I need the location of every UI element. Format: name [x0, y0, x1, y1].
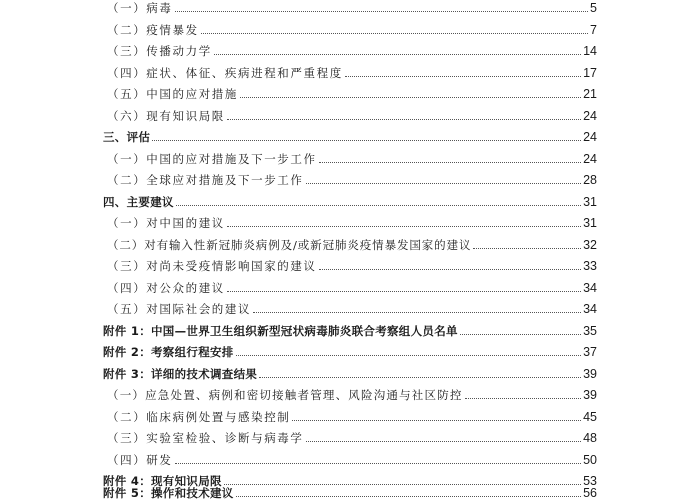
toc-page-number: 33 — [583, 259, 597, 273]
toc-page-number: 39 — [583, 366, 597, 381]
toc-page-number: 7 — [590, 22, 597, 37]
toc-entry-title: （一）对中国的建议 — [107, 216, 225, 230]
dot-leader — [306, 441, 582, 442]
dot-leader — [224, 484, 581, 485]
toc-page-number: 21 — [583, 87, 597, 101]
toc-entry[interactable] — [103, 320, 597, 338]
toc-page-number: 37 — [583, 345, 597, 359]
dot-leader — [175, 11, 589, 12]
toc-entry-title: （二）对有输入性新冠肺炎病例及/或新冠肺炎疫情暴发国家的建议 — [107, 237, 472, 252]
dot-leader — [227, 119, 581, 120]
toc-entry[interactable] — [103, 298, 597, 316]
toc-entry[interactable] — [103, 486, 597, 500]
toc-page-number: 32 — [583, 237, 597, 252]
dot-leader — [292, 420, 581, 421]
toc-page-number: 48 — [583, 431, 597, 445]
dot-leader — [345, 76, 581, 77]
toc-entry-title: 附件 5：操作和技术建议 — [103, 486, 234, 500]
dot-leader — [259, 377, 581, 378]
toc-entry[interactable] — [103, 126, 597, 144]
toc-entry[interactable] — [103, 277, 597, 295]
toc-page-number: 24 — [583, 108, 597, 123]
toc-page-number: 56 — [583, 486, 597, 500]
toc-entry[interactable] — [103, 234, 597, 252]
dot-leader — [201, 33, 588, 34]
toc-entry-title: （四）症状、体征、疾病进程和严重程度 — [107, 65, 343, 80]
toc-entry-title: （二）全球应对措施及下一步工作 — [107, 173, 304, 187]
dot-leader — [319, 162, 581, 163]
toc-entry[interactable] — [103, 62, 597, 80]
dot-leader — [214, 54, 581, 55]
toc-page-number: 24 — [583, 151, 597, 166]
toc-page-number: 45 — [583, 409, 597, 424]
toc-page-number: 28 — [583, 173, 597, 187]
toc-entry[interactable] — [103, 384, 597, 402]
toc-entry-title: （一）病毒 — [107, 1, 173, 15]
toc-page-number: 24 — [583, 130, 597, 144]
dot-leader — [236, 496, 581, 497]
dot-leader — [227, 291, 581, 292]
toc-page-number: 35 — [583, 323, 597, 338]
toc-page-number: 17 — [583, 65, 597, 80]
toc-entry[interactable] — [103, 191, 597, 209]
toc-entry[interactable] — [103, 0, 597, 15]
toc-page-number: 34 — [583, 302, 597, 316]
toc-entry-title: 附件 2：考察组行程安排 — [103, 345, 234, 359]
dot-leader — [319, 269, 581, 270]
toc-page-number: 53 — [583, 474, 597, 488]
dot-leader — [240, 97, 581, 98]
toc-entry-title: 附件 1：中国—世界卫生组织新型冠状病毒肺炎联合考察组人员名单 — [103, 323, 458, 338]
dot-leader — [465, 398, 581, 399]
dot-leader — [152, 140, 581, 141]
toc-entry-title: （三）实验室检验、诊断与病毒学 — [107, 431, 304, 445]
toc-entry-title: （四）对公众的建议 — [107, 280, 225, 295]
dot-leader — [306, 183, 582, 184]
toc-entry[interactable] — [103, 169, 597, 187]
toc-entry-title: 三、评估 — [103, 130, 151, 144]
toc-page-number: 31 — [583, 194, 597, 209]
toc-entry-title: （五）中国的应对措施 — [107, 87, 238, 101]
dot-leader — [227, 226, 581, 227]
toc-entry-title: （一）中国的应对措施及下一步工作 — [107, 151, 317, 166]
toc-page-number: 50 — [583, 452, 597, 467]
toc-entry[interactable] — [103, 83, 597, 101]
toc-entry-title: （二）疫情暴发 — [107, 22, 199, 37]
toc-page-number: 34 — [583, 280, 597, 295]
toc-entry-title: （三）传播动力学 — [107, 44, 212, 58]
toc-entry[interactable] — [103, 406, 597, 424]
toc-entry-title: 附件 3：详细的技术调查结果 — [103, 366, 258, 381]
toc-entry-title: （六）现有知识局限 — [107, 108, 225, 123]
toc-entry[interactable] — [103, 341, 597, 359]
toc-entry-title: （一）应急处置、病例和密切接触者管理、风险沟通与社区防控 — [107, 388, 463, 402]
dot-leader — [176, 205, 581, 206]
toc-entry-title: （二）临床病例处置与感染控制 — [107, 409, 291, 424]
toc-entry[interactable] — [103, 19, 597, 37]
toc-entry[interactable] — [103, 427, 597, 445]
dot-leader — [460, 334, 581, 335]
toc-entry[interactable] — [103, 212, 597, 230]
toc-entry[interactable] — [103, 363, 597, 381]
toc-entry[interactable] — [103, 40, 597, 58]
toc-entry-title: （三）对尚未受疫情影响国家的建议 — [107, 259, 317, 273]
toc-entry[interactable] — [103, 105, 597, 123]
toc-entry-title: 四、主要建议 — [103, 194, 174, 209]
dot-leader — [175, 463, 582, 464]
dot-leader — [236, 355, 581, 356]
toc-page-number: 5 — [590, 1, 597, 15]
dot-leader — [473, 248, 581, 249]
toc-entry[interactable] — [103, 255, 597, 273]
toc-entry[interactable] — [103, 148, 597, 166]
dot-leader — [253, 312, 581, 313]
toc-entry-title: （四）研发 — [107, 452, 173, 467]
toc-entry-title: （五）对国际社会的建议 — [107, 302, 252, 316]
toc-page-number: 39 — [583, 388, 597, 402]
toc-page-number: 31 — [583, 216, 597, 230]
toc-entry-title: 附件 4：现有知识局限 — [103, 474, 222, 488]
toc-page-number: 14 — [583, 44, 597, 58]
toc-entry[interactable] — [103, 449, 597, 467]
